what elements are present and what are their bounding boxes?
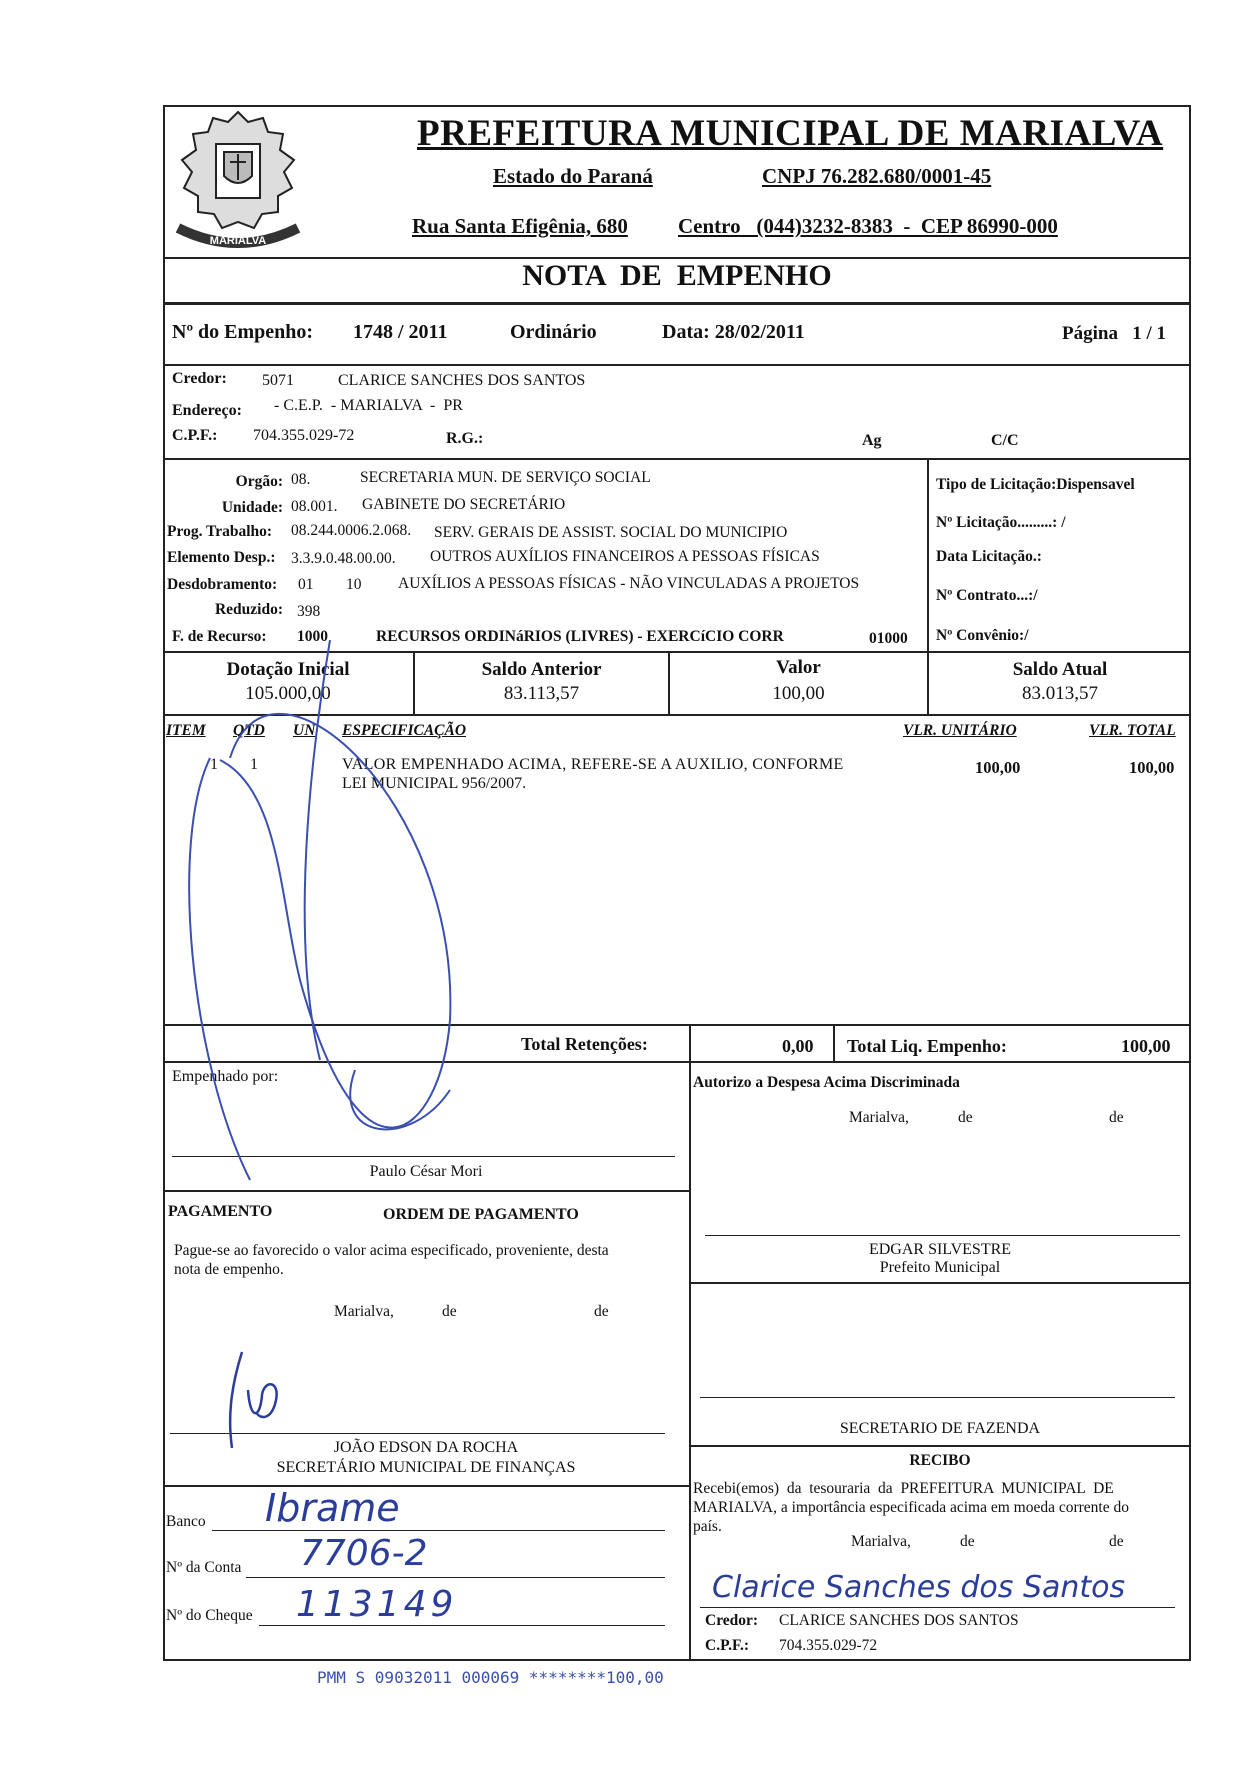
orgao-name: SECRETARIA MUN. DE SERVIÇO SOCIAL xyxy=(360,469,651,486)
pagamento-label: PAGAMENTO xyxy=(168,1203,273,1220)
municipal-crest-icon xyxy=(168,104,308,252)
autorizo-de2: de xyxy=(1109,1109,1124,1126)
valor-label: Valor xyxy=(776,657,821,678)
secretario-signature-icon xyxy=(220,1350,300,1450)
unidade-code: 08.001. xyxy=(291,498,338,515)
desdobramento-code2: 10 xyxy=(346,576,362,593)
recibo-de2: de xyxy=(1109,1533,1124,1550)
pagamento-de2: de xyxy=(594,1303,609,1320)
autorizo-city: Marialva, xyxy=(849,1109,909,1126)
reduzido-label: Reduzido: xyxy=(214,601,283,618)
recurso-code: 1000 xyxy=(297,628,328,645)
header-district: Centro (044)3232-8383 - CEP 86990-000 xyxy=(678,214,1058,238)
desdobramento-code1: 01 xyxy=(298,576,314,593)
pagamento-name: JOÃO EDSON DA ROCHA xyxy=(333,1439,519,1456)
credor-label: Credor: xyxy=(172,370,227,387)
item-spec-line2: LEI MUNICIPAL 956/2007. xyxy=(342,775,527,792)
col-vlr-total: VLR. TOTAL xyxy=(1089,722,1176,739)
cpf-value: 704.355.029-72 xyxy=(253,427,355,444)
credor-code: 5071 xyxy=(262,372,294,389)
empenho-number: 1748 / 2011 xyxy=(353,321,448,343)
elemento-code: 3.3.9.0.48.00.00. xyxy=(291,550,396,567)
item-unit-value: 100,00 xyxy=(975,758,1021,777)
item-number: 1 xyxy=(210,756,218,773)
total-liq-value: 100,00 xyxy=(1121,1036,1171,1056)
unidade-name: GABINETE DO SECRETÁRIO xyxy=(362,496,566,513)
pagamento-de1: de xyxy=(442,1303,457,1320)
saldo-anterior-value: 83.113,57 xyxy=(503,683,580,704)
recibo-text1: Recebi(emos) da tesouraria da PREFEITURA MUNICIPAL DE xyxy=(693,1480,1114,1497)
recibo-signature: Clarice Sanches dos Santos xyxy=(712,1570,1126,1605)
cheque-value: 113149 xyxy=(296,1584,458,1625)
recibo-credor-label: Credor: xyxy=(705,1612,759,1629)
col-especificacao: ESPECIFICAÇÃO xyxy=(342,722,467,739)
col-item: ITEM xyxy=(166,722,206,739)
empenho-date: Data: 28/02/2011 xyxy=(662,321,805,343)
empenhado-label: Empenhado por: xyxy=(172,1068,279,1085)
recibo-city: Marialva, xyxy=(851,1533,911,1550)
conta-value: 7706-2 xyxy=(300,1533,428,1574)
total-retencoes-label: Total Retenções: xyxy=(521,1034,648,1054)
endereco-label: Endereço: xyxy=(172,402,242,419)
reduzido-value: 398 xyxy=(297,603,321,620)
pagamento-city: Marialva, xyxy=(334,1303,394,1320)
ag-label: Ag xyxy=(862,432,882,449)
cc-label: C/C xyxy=(991,432,1019,449)
ordem-pagamento-label: ORDEM DE PAGAMENTO xyxy=(383,1206,579,1223)
banco-label: Banco xyxy=(166,1513,206,1530)
recibo-text2: MARIALVA, a importância especificada acima em moeda corrente do xyxy=(693,1499,1129,1516)
col-vlr-unitario: VLR. UNITÁRIO xyxy=(903,722,1017,739)
header-cnpj: CNPJ 76.282.680/0001-45 xyxy=(762,164,992,188)
numero-convenio: Nº Convênio:/ xyxy=(936,627,1029,644)
pagamento-role: SECRETÁRIO MUNICIPAL DE FINANÇAS xyxy=(276,1459,576,1476)
valor-value: 100,00 xyxy=(772,683,825,704)
item-total-value: 100,00 xyxy=(1129,758,1175,777)
recurso-name: RECURSOS ORDINáRIOS (LIVRES) - EXERCíCIO CORR xyxy=(376,628,784,645)
recibo-title: RECIBO xyxy=(909,1452,971,1469)
saldo-anterior-label: Saldo Anterior xyxy=(481,659,602,680)
recurso-code2: 01000 xyxy=(869,630,908,647)
dotacao-label: Dotação Inicial xyxy=(226,659,350,680)
desdobramento-label: Desdobramento: xyxy=(167,576,278,593)
orgao-code: 08. xyxy=(291,471,311,488)
prog-name: SERV. GERAIS DE ASSIST. SOCIAL DO MUNICIPIO xyxy=(434,524,788,541)
autorizo-role: Prefeito Municipal xyxy=(879,1259,1001,1276)
recibo-de1: de xyxy=(960,1533,975,1550)
signature-scribble-icon xyxy=(160,640,520,1200)
saldo-atual-value: 83.013,57 xyxy=(1022,683,1098,704)
payment-stamp: PMM S 09032011 000069 ********100,00 xyxy=(317,1668,664,1687)
cheque-label: Nº do Cheque xyxy=(166,1607,253,1624)
empenho-type: Ordinário xyxy=(510,321,597,343)
total-liq-label: Total Liq. Empenho: xyxy=(847,1036,1007,1056)
empenho-number-label: Nº do Empenho: xyxy=(172,321,314,343)
pagamento-text2: nota de empenho. xyxy=(174,1261,284,1278)
unidade-label: Unidade: xyxy=(221,499,283,516)
header-state: Estado do Paraná xyxy=(493,164,653,188)
svg-text:MARIALVA: MARIALVA xyxy=(209,235,267,247)
elemento-name: OUTROS AUXÍLIOS FINANCEIROS A PESSOAS FÍSICAS xyxy=(430,548,820,565)
item-spec-line1: VALOR EMPENHADO ACIMA, REFERE-SE A AUXILIO, CONFORME xyxy=(342,756,844,773)
data-licitacao: Data Licitação.: xyxy=(936,548,1042,565)
dotacao-value: 105.000,00 xyxy=(245,683,331,704)
banco-value: Ibrame xyxy=(265,1486,400,1530)
item-qtd: 1 xyxy=(250,756,258,773)
numero-licitacao: Nº Licitação.........: / xyxy=(936,514,1066,531)
total-retencoes-value: 0,00 xyxy=(782,1036,814,1056)
autorizo-label: Autorizo a Despesa Acima Discriminada xyxy=(693,1074,960,1091)
col-qtd: QTD xyxy=(233,722,265,739)
header-title: PREFEITURA MUNICIPAL DE MARIALVA xyxy=(417,113,1164,154)
credor-name: CLARICE SANCHES DOS SANTOS xyxy=(338,372,586,389)
saldo-atual-label: Saldo Atual xyxy=(1012,659,1108,680)
recibo-credor-name: CLARICE SANCHES DOS SANTOS xyxy=(779,1612,1019,1629)
rg-label: R.G.: xyxy=(446,430,484,447)
header-street: Rua Santa Efigênia, 680 xyxy=(412,214,628,238)
doc-title: NOTA DE EMPENHO xyxy=(522,259,832,292)
fazenda-role: SECRETARIO DE FAZENDA xyxy=(839,1420,1041,1437)
recibo-cpf-label: C.P.F.: xyxy=(705,1637,750,1654)
empenhado-name: Paulo César Mori xyxy=(369,1163,483,1180)
page-number: Página 1 / 1 xyxy=(1062,323,1166,344)
prog-code: 08.244.0006.2.068. xyxy=(291,522,412,539)
endereco-value: - C.E.P. - MARIALVA - PR xyxy=(274,397,463,414)
numero-contrato: Nº Contrato...:/ xyxy=(936,587,1038,604)
cpf-label: C.P.F.: xyxy=(172,427,218,444)
autorizo-de1: de xyxy=(958,1109,973,1126)
pagamento-text1: Pague-se ao favorecido o valor acima especificado, proveniente, desta xyxy=(174,1242,609,1259)
col-un: UN xyxy=(293,722,316,739)
elemento-label: Elemento Desp.: xyxy=(167,549,276,566)
conta-label: Nº da Conta xyxy=(166,1559,242,1576)
autorizo-name: EDGAR SILVESTRE xyxy=(868,1241,1012,1258)
tipo-licitacao: Tipo de Licitação:Dispensavel xyxy=(936,476,1135,493)
recurso-label: F. de Recurso: xyxy=(172,628,267,645)
desdobramento-name: AUXÍLIOS A PESSOAS FÍSICAS - NÃO VINCULADAS A PROJETOS xyxy=(398,575,860,592)
recibo-text3: país. xyxy=(693,1518,722,1535)
orgao-label: Orgão: xyxy=(235,473,283,490)
prog-label: Prog. Trabalho: xyxy=(167,523,273,540)
recibo-cpf: 704.355.029-72 xyxy=(779,1637,878,1654)
